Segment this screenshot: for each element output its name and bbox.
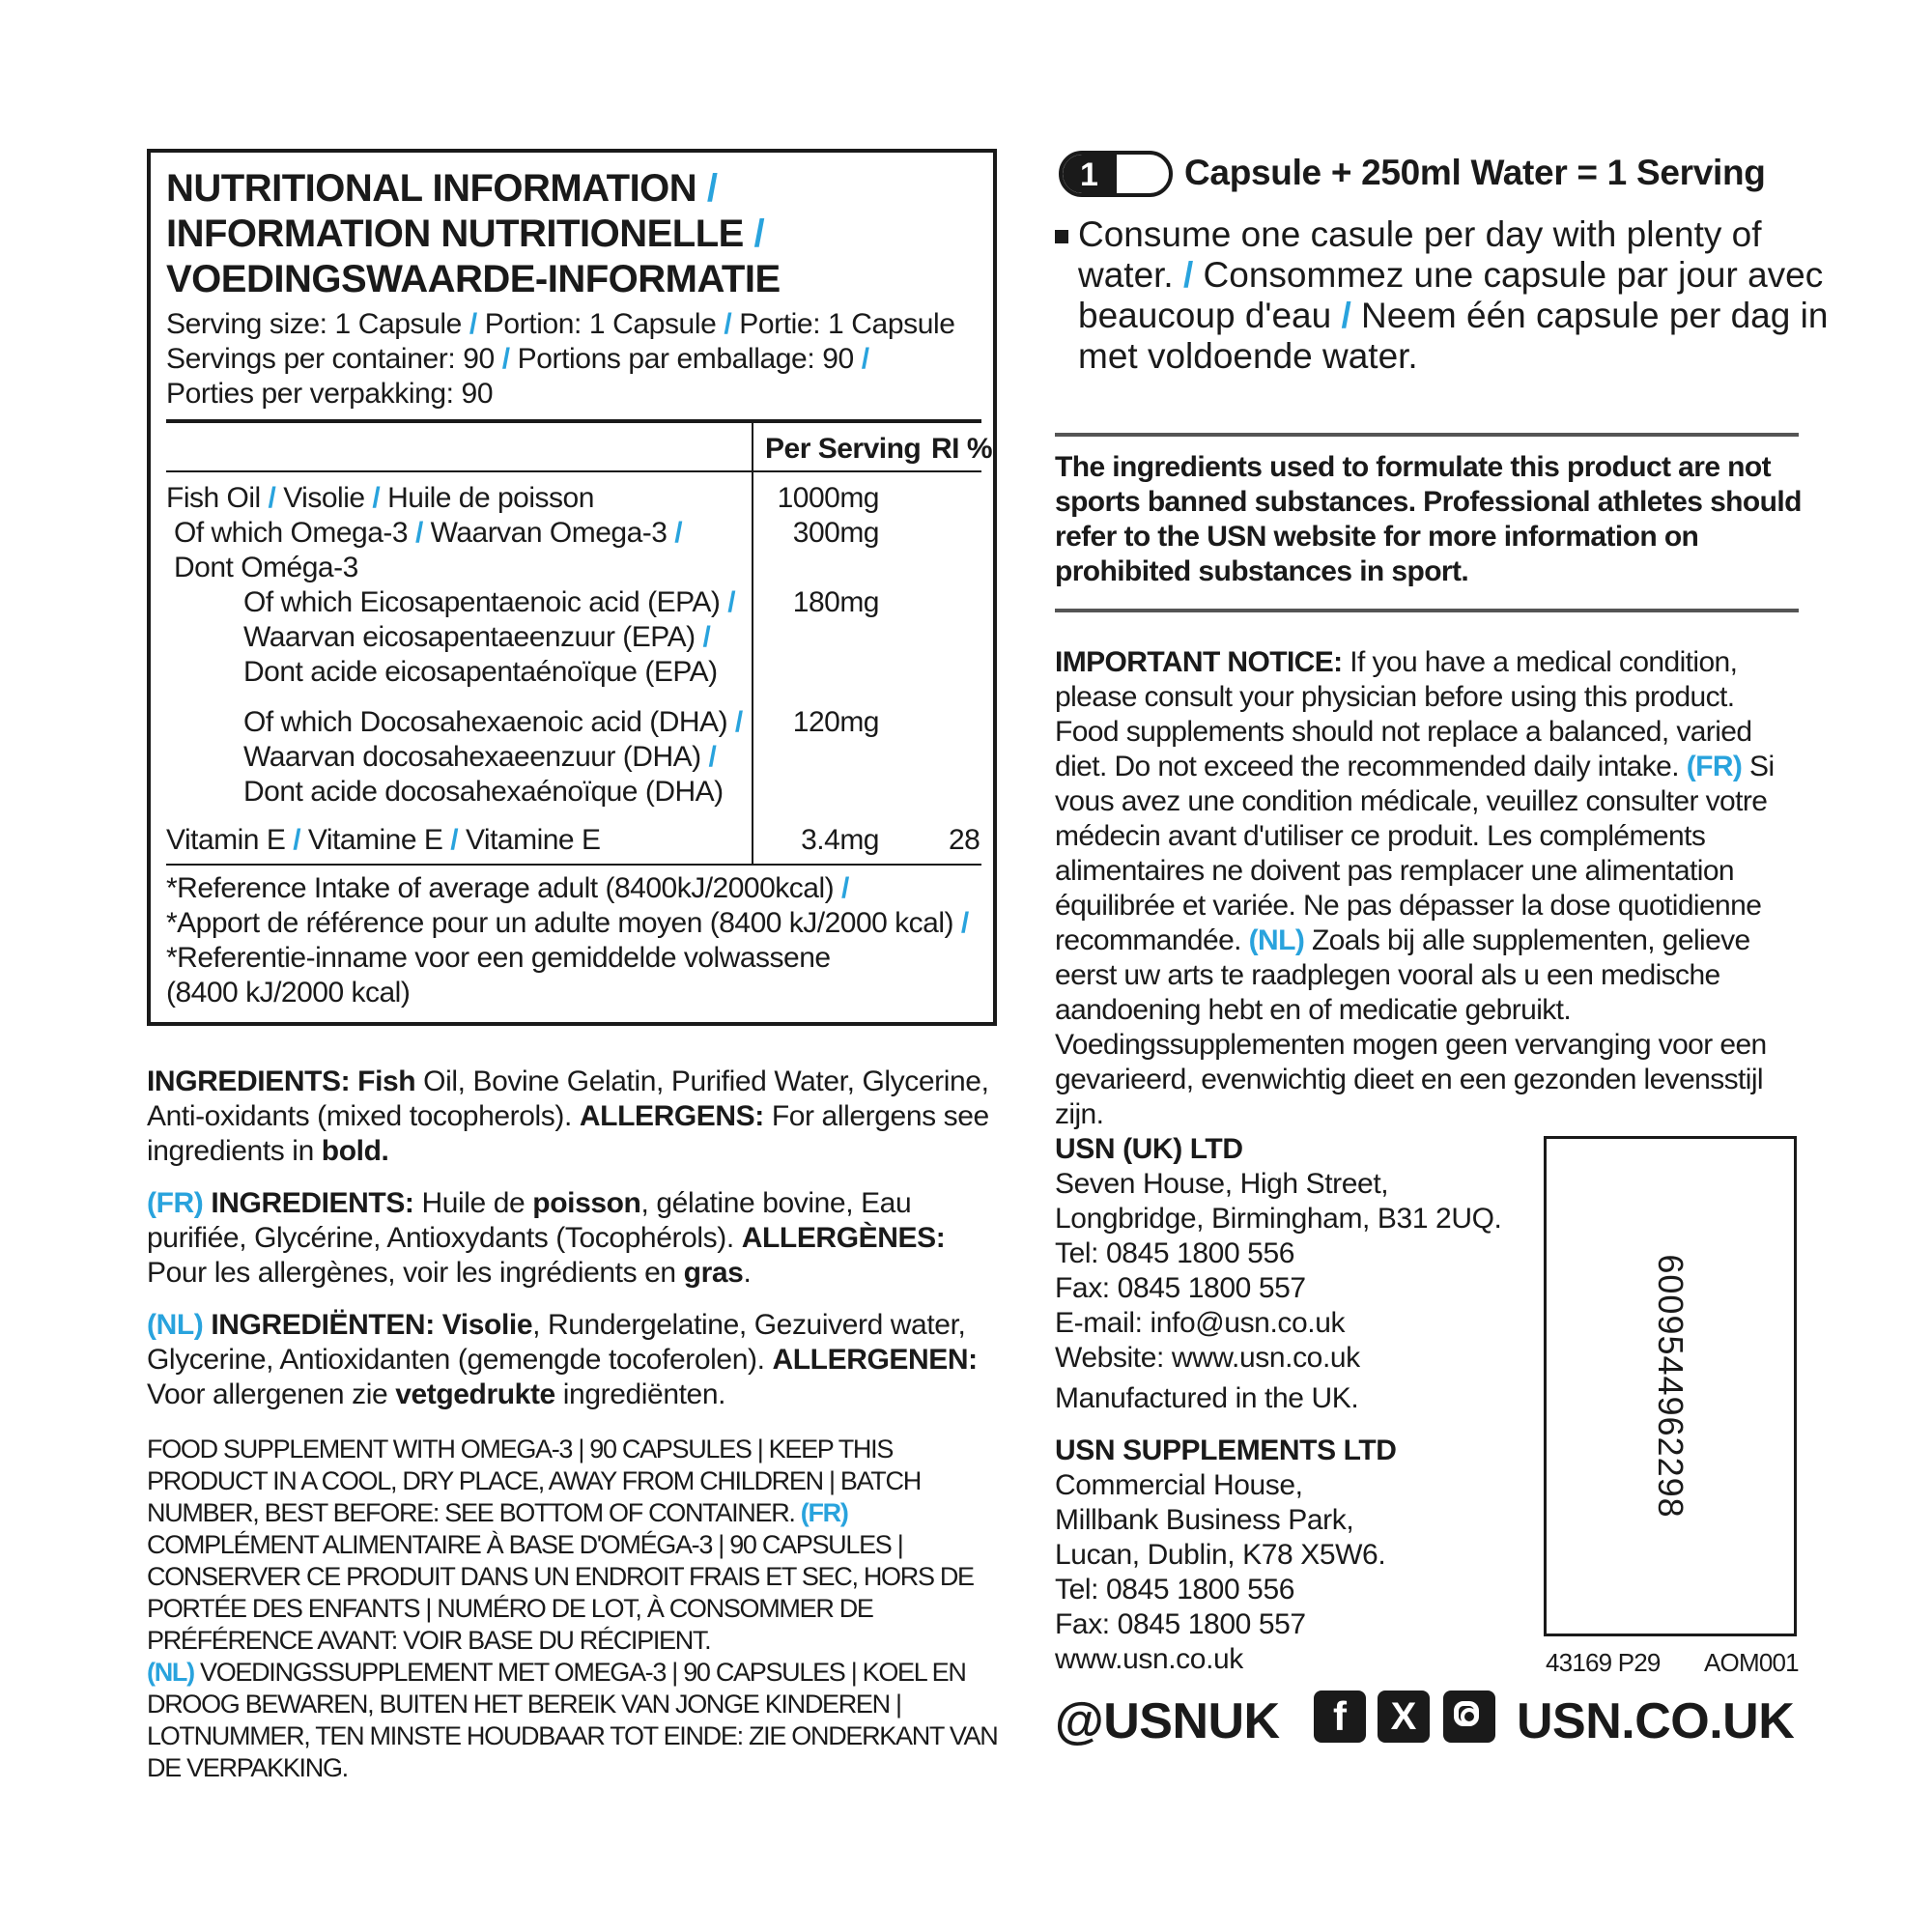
- address-line: Lucan, Dublin, K78 X5W6.: [1055, 1539, 1386, 1571]
- servings-per-container-fr: Portions par emballage: 90: [517, 343, 854, 375]
- omega3-nl: Waarvan Omega-3: [430, 517, 668, 549]
- barcode-number: 6009544962298: [1651, 1254, 1690, 1519]
- separator: /: [1341, 296, 1351, 335]
- company-name: USN (UK) LTD: [1055, 1133, 1243, 1165]
- separator: /: [1183, 255, 1194, 295]
- separator: /: [268, 482, 276, 514]
- servings-per-container-nl: Porties per verpakking: 90: [166, 378, 494, 410]
- uk-address: [1055, 1132, 1501, 1416]
- instagram-icon: [1443, 1690, 1495, 1743]
- social-handle: @USNUK: [1055, 1693, 1280, 1749]
- phone: Tel: 0845 1800 556: [1055, 1574, 1295, 1605]
- consume-fr: Consommez une capsule par jour avec beaucoup d'eau: [1078, 255, 1824, 335]
- phone: Tel: 0845 1800 556: [1055, 1237, 1295, 1269]
- separator: /: [469, 308, 477, 340]
- allergens-label: ALLERGÈNES:: [741, 1222, 946, 1254]
- footnote-fr: *Apport de référence pour un adulte moyen (8400 kJ/2000 kcal): [166, 907, 954, 939]
- separator: /: [960, 907, 969, 939]
- footnote-en: *Reference Intake of average adult (8400kJ/2000kcal): [166, 872, 835, 904]
- separator: /: [727, 586, 736, 618]
- ingredients-text: Oil, Bovine Gelatin, Purified Water, Glycerine, Anti-oxidants (mixed tocopherols).: [147, 1065, 989, 1132]
- servings-per-container-en: Servings per container: 90: [166, 343, 495, 375]
- fish-oil-value: 1000mg: [777, 482, 879, 514]
- company-name: USN SUPPLEMENTS LTD: [1055, 1435, 1397, 1466]
- row-fish-oil: [166, 481, 594, 516]
- header-ri: RI %: [931, 433, 993, 465]
- separator: /: [501, 343, 510, 375]
- row-epa: [243, 585, 735, 690]
- ingredients-text: , Rundergelatine, Gezuiverd water, Glycerine, Antioxidanten (gemengde tocoferolen).: [147, 1309, 966, 1376]
- separator: /: [753, 213, 765, 255]
- banned-substances-notice: The ingredients used to formulate this product are not sports banned substances. Professional athletes should refer to the USN website for more information on prohibited substances in sport.: [1055, 451, 1802, 587]
- separator: /: [702, 621, 711, 653]
- separator: /: [674, 517, 683, 549]
- allergens-text: Voor allergenen zie: [147, 1378, 396, 1410]
- fish-oil-en: Fish Oil: [166, 482, 261, 514]
- capsule-icon: [1059, 151, 1173, 197]
- x-twitter-icon: X: [1378, 1690, 1430, 1743]
- batch-code: AOM001: [1704, 1648, 1799, 1677]
- dha-en: Of which Docosahexaenoic acid (DHA): [243, 706, 728, 738]
- consume-nl: Neem één capsule per dag in met voldoende water.: [1078, 296, 1829, 376]
- lang-tag-fr: (FR): [147, 1187, 204, 1219]
- notice-fr: Si vous avez une condition médicale, veuillez consulter votre médecin avant d'utiliser ce produit. Les compléments alimentaires ne doivent pas remplacer une alimentation équilibrée et variée. Ne pas dépasser la dose quotidienne recommandée.: [1055, 751, 1775, 956]
- title-fr: INFORMATION NUTRITIONELLE: [166, 213, 744, 255]
- ingredients-text: ingrediënten.: [554, 1378, 726, 1410]
- lang-tag-nl: (NL): [1248, 924, 1305, 956]
- ingredients-en: [147, 1065, 1001, 1169]
- allergens-label: ALLERGENS:: [579, 1100, 764, 1132]
- lang-tag-fr: (FR): [800, 1498, 848, 1527]
- title-en: NUTRITIONAL INFORMATION: [166, 167, 697, 210]
- product-code: 43169 P29: [1546, 1648, 1661, 1677]
- website: www.usn.co.uk: [1055, 1643, 1243, 1675]
- storage-fr: COMPLÉMENT ALIMENTAIRE À BASE D'OMÉGA-3 | 90 CAPSULES | CONSERVER CE PRODUIT DANS UN ENDROIT FRAIS ET SEC, HORS DE PORTÉE DES ENFANTS | NUMÉRO DE LOT, À CONSOMMER DE PRÉFÉRENCE AVANT: VOIR BASE DU RÉCIPIENT.: [147, 1530, 974, 1655]
- storage-instructions: [147, 1434, 1001, 1784]
- bold-word: vetgedrukte: [395, 1378, 555, 1410]
- nutrition-panel: [147, 149, 997, 1026]
- separator: /: [414, 517, 423, 549]
- dha-fr: Dont acide docosahexaénoïque (DHA): [243, 776, 724, 808]
- address-line: Seven House, High Street,: [1055, 1168, 1389, 1200]
- separator: /: [293, 824, 301, 856]
- vitamin-e-ri: 28: [949, 824, 980, 856]
- footnote-nl: *Referentie-inname voor een gemiddelde volwassene: [166, 942, 831, 974]
- consume-en: Consume one casule per day with plenty of water.: [1078, 214, 1762, 295]
- table-top-rule: [166, 419, 981, 423]
- barcode: [1544, 1136, 1797, 1636]
- separator: /: [450, 824, 459, 856]
- ingredients-label: INGREDIENTS:: [211, 1187, 414, 1219]
- fish-oil-fr: Huile de poisson: [387, 482, 594, 514]
- separator: /: [840, 872, 849, 904]
- allergen-word: Fish: [357, 1065, 416, 1097]
- lang-tag-fr: (FR): [1686, 751, 1743, 782]
- manufactured-in: Manufactured in the UK.: [1055, 1382, 1359, 1414]
- header-per-serving: Per Serving: [765, 433, 922, 465]
- serving-size-fr: Portion: 1 Capsule: [484, 308, 717, 340]
- separator: /: [724, 308, 732, 340]
- allergens-label: ALLERGENEN:: [772, 1344, 978, 1376]
- facebook-icon: f: [1314, 1690, 1366, 1743]
- epa-en: Of which Eicosapentaenoic acid (EPA): [243, 586, 721, 618]
- table-footer-rule: [166, 864, 981, 866]
- capsule-count: 1: [1080, 156, 1098, 193]
- allergen-word: poisson: [532, 1187, 641, 1219]
- address-line: Longbridge, Birmingham, B31 2UQ.: [1055, 1203, 1502, 1235]
- omega3-en: Of which Omega-3: [174, 517, 409, 549]
- epa-fr: Dont acide eicosapentaénoïque (EPA): [243, 656, 718, 688]
- website: Website: www.usn.co.uk: [1055, 1342, 1360, 1374]
- table-header-rule: [166, 470, 981, 472]
- instagram-icon-lens: [1461, 1708, 1478, 1725]
- lang-tag-nl: (NL): [147, 1309, 204, 1341]
- row-dha: [243, 705, 743, 810]
- period: .: [743, 1257, 752, 1289]
- storage-en: FOOD SUPPLEMENT WITH OMEGA-3 | 90 CAPSULES | KEEP THIS PRODUCT IN A COOL, DRY PLACE, AWAY FROM CHILDREN | BATCH NUMBER, BEST BEFORE: SEE BOTTOM OF CONTAINER.: [147, 1435, 921, 1527]
- bold-word: bold.: [321, 1135, 389, 1167]
- bold-word: gras: [683, 1257, 744, 1289]
- nutrition-title: [166, 166, 781, 302]
- vitamin-e-fr: Vitamine E: [465, 824, 601, 856]
- fax: Fax: 0845 1800 557: [1055, 1272, 1306, 1304]
- vitamin-e-nl: Vitamine E: [307, 824, 443, 856]
- row-omega3: [174, 516, 682, 585]
- row-vitamin-e: [166, 823, 600, 858]
- fax: Fax: 0845 1800 557: [1055, 1608, 1306, 1640]
- ingredients-fr: [147, 1186, 1001, 1291]
- footnote-nl-kcal: (8400 kJ/2000 kcal): [166, 977, 411, 1009]
- epa-value: 180mg: [792, 586, 879, 618]
- separator: /: [708, 741, 717, 773]
- title-nl: VOEDINGSWAARDE-INFORMATIE: [166, 258, 781, 300]
- notice-nl: Zoals bij alle supplementen, gelieve eerst uw arts te raadplegen vooral als u een medische aandoening hebt en of medicatie gebruikt. Voedingssupplementen mogen geen vervanging voor een gevarieerd, evenwichtig dieet en een gezonden levensstijl zijn.: [1055, 924, 1767, 1130]
- ie-address: [1055, 1434, 1397, 1677]
- divider: [1055, 433, 1799, 437]
- allergens-text: Pour les allergènes, voir les ingrédients en: [147, 1257, 684, 1289]
- dha-value: 120mg: [792, 706, 879, 738]
- storage-nl: VOEDINGSSUPPLEMENT MET OMEGA-3 | 90 CAPSULES | KOEL EN DROOG BEWAREN, BUITEN HET BEREIK VAN JONGE KINDEREN | LOTNUMMER, TEN MINSTE HOUDBAAR TOT EINDE: ZIE ONDERKANT VAN DE VERPAKKING.: [147, 1658, 998, 1782]
- fish-oil-nl: Visolie: [283, 482, 365, 514]
- lang-tag-nl: (NL): [147, 1658, 194, 1687]
- serving-info: [166, 307, 955, 412]
- reference-intake-footnote: [166, 871, 969, 1010]
- separator: /: [861, 343, 869, 375]
- important-notice: [1055, 645, 1804, 1132]
- omega3-value: 300mg: [792, 517, 879, 549]
- vitamin-e-en: Vitamin E: [166, 824, 286, 856]
- vitamin-e-value: 3.4mg: [801, 824, 879, 856]
- bullet-icon: [1055, 230, 1068, 243]
- ingredients-text: , gélatine bovine, Eau purifiée, Glycérine, Antioxydants (Tocophérols).: [147, 1187, 912, 1254]
- serving-size-nl: Portie: 1 Capsule: [739, 308, 955, 340]
- notice-en: If you have a medical condition, please consult your physician before using this product. Food supplements should not replace a balanced, varied diet. Do not exceed the recommended daily intake.: [1055, 646, 1752, 782]
- epa-nl: Waarvan eicosapentaeenzuur (EPA): [243, 621, 696, 653]
- email: E-mail: info@usn.co.uk: [1055, 1307, 1346, 1339]
- omega3-fr: Dont Oméga-3: [174, 552, 358, 583]
- ingredients-label: INGREDIËNTEN:: [211, 1309, 435, 1341]
- separator: /: [372, 482, 381, 514]
- notice-label: IMPORTANT NOTICE:: [1055, 646, 1343, 678]
- website-url: USN.CO.UK: [1517, 1693, 1795, 1749]
- ingredients-label: INGREDIENTS:: [147, 1065, 351, 1097]
- dha-nl: Waarvan docosahexaeenzuur (DHA): [243, 741, 701, 773]
- address-line: Commercial House,: [1055, 1469, 1303, 1501]
- allergen-word: Visolie: [441, 1309, 533, 1341]
- separator: /: [734, 706, 743, 738]
- serving-instruction: Capsule + 250ml Water = 1 Serving: [1184, 153, 1766, 192]
- address-line: Millbank Business Park,: [1055, 1504, 1354, 1536]
- table-column-divider: [752, 423, 753, 864]
- serving-size-en: Serving size: 1 Capsule: [166, 308, 462, 340]
- allergens-text: For allergens see ingredients in: [147, 1100, 989, 1167]
- divider: [1055, 609, 1799, 612]
- consume-instructions: [1055, 214, 1832, 377]
- ingredients-text: Huile de: [413, 1187, 533, 1219]
- separator: /: [706, 167, 718, 210]
- ingredients-nl: [147, 1308, 1001, 1412]
